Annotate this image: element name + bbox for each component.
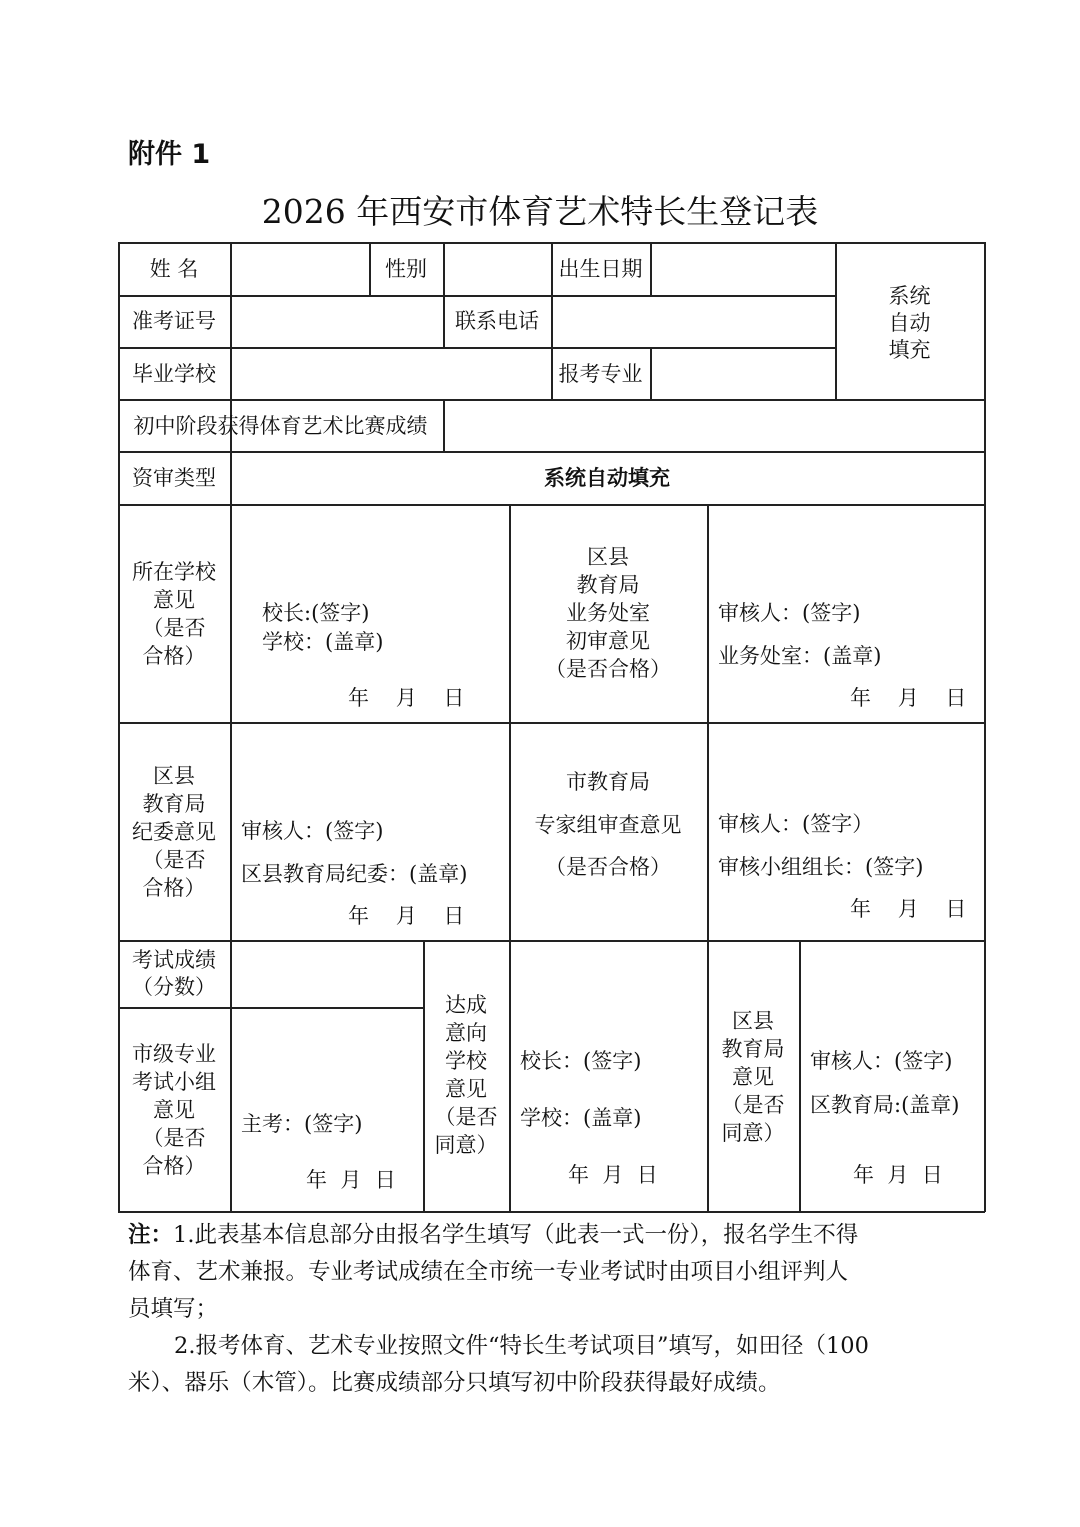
note-2-line-2: 米）、器乐（木管）。比赛成绩部分只填写初中阶段获得最好成绩。 xyxy=(128,1370,781,1396)
exam-number-field[interactable] xyxy=(230,296,443,347)
label-line: （是否合格） xyxy=(545,855,671,879)
label-line: 纪委意见 xyxy=(132,820,216,844)
name-field[interactable] xyxy=(230,243,369,295)
label-line: 意向 xyxy=(445,1021,487,1045)
label-line: 意见 xyxy=(732,1065,774,1089)
exam-number-label: 准考证号 xyxy=(132,309,216,333)
principal-signature: 校长：(签字) xyxy=(520,1049,642,1073)
label-line: 初审意见 xyxy=(566,629,650,653)
label-line: （是否 xyxy=(142,1126,206,1150)
district-bureau-seal: 区教育局:(盖章) xyxy=(810,1093,960,1117)
date-line: 年 月 日 xyxy=(348,686,465,710)
birth-date-label: 出生日期 xyxy=(558,257,643,281)
label-line: 业务处室 xyxy=(566,601,650,625)
birth-date-field[interactable] xyxy=(650,243,835,295)
major-label: 报考专业 xyxy=(558,362,643,386)
discipline-seal: 区县教育局纪委：(盖章) xyxy=(241,862,468,886)
label-line: （是否 xyxy=(721,1093,785,1117)
label-line: 市教育局 xyxy=(566,770,650,794)
note-1-line-2: 体育、艺术兼报。专业考试成绩在全市统一专业考试时由项目小组评判人 xyxy=(128,1259,849,1285)
date-line: 年 月 日 xyxy=(850,897,967,921)
label-line: 区县 xyxy=(153,764,195,788)
label-line: 区县 xyxy=(587,545,629,569)
date-line: 年 月 日 xyxy=(568,1163,658,1187)
label-line: 考试小组 xyxy=(132,1070,216,1094)
reviewer-signature: 审核人：(签字) xyxy=(718,601,861,625)
examiner-signature: 主考：(签字) xyxy=(241,1112,363,1136)
review-type-label: 资审类型 xyxy=(132,466,216,490)
gender-label: 性别 xyxy=(385,257,427,281)
note-1-line-3: 员填写； xyxy=(128,1296,219,1322)
label-line: 市级专业 xyxy=(132,1042,216,1066)
note-text: 1.此表基本信息部分由报名学生填写（此表一式一份），报名学生不得 xyxy=(173,1222,859,1248)
photo-auto-fill-line2: 自动 xyxy=(888,311,931,335)
date-line: 年 月 日 xyxy=(306,1168,396,1192)
label-line: 学校 xyxy=(445,1049,487,1073)
label-line: （是否合格） xyxy=(545,657,671,681)
label-line: 意见 xyxy=(153,588,195,612)
school-seal: 学校：(盖章) xyxy=(262,630,384,654)
label-line: （是否 xyxy=(434,1105,498,1129)
office-seal: 业务处室：(盖章) xyxy=(718,644,882,668)
attachment-label: 附件 1 xyxy=(128,139,211,170)
label-line: 同意） xyxy=(721,1121,785,1145)
label-line: 合格） xyxy=(142,644,206,668)
group-leader-signature: 审核小组组长：(签字) xyxy=(718,855,924,879)
label-line: 达成 xyxy=(445,993,487,1017)
review-type-value: 系统自动填充 xyxy=(544,466,670,490)
graduate-school-label: 毕业学校 xyxy=(132,362,216,386)
label-line: 合格） xyxy=(142,876,206,900)
label-line: 教育局 xyxy=(142,792,206,816)
name-label: 姓 名 xyxy=(149,257,199,281)
photo-auto-fill-line3: 填充 xyxy=(888,338,931,362)
label-line: （是否 xyxy=(142,616,206,640)
notes xyxy=(128,1217,968,1402)
graduate-school-field[interactable] xyxy=(230,348,551,399)
phone-field[interactable] xyxy=(551,296,835,347)
note-prefix: 注： xyxy=(128,1222,174,1248)
label-line: 专家组审查意见 xyxy=(534,813,682,837)
label-line: 区县 xyxy=(732,1009,774,1033)
major-field[interactable] xyxy=(650,348,835,399)
label-line: 所在学校 xyxy=(132,560,216,584)
label-line: 意见 xyxy=(153,1098,195,1122)
school-seal: 学校：(盖章) xyxy=(520,1106,642,1130)
competition-results-field[interactable] xyxy=(443,400,984,451)
label-line: 教育局 xyxy=(576,573,640,597)
label-line: （分数） xyxy=(132,975,216,999)
reviewer-signature: 审核人：(签字） xyxy=(718,812,874,836)
date-line: 年 月 日 xyxy=(853,1163,943,1187)
date-line: 年 月 日 xyxy=(850,686,967,710)
reviewer-signature: 审核人：(签字) xyxy=(810,1049,953,1073)
photo-auto-fill-line1: 系统 xyxy=(888,284,931,308)
phone-label: 联系电话 xyxy=(455,309,539,333)
exam-score-field[interactable] xyxy=(231,941,423,1007)
label-line: 意见 xyxy=(445,1077,487,1101)
label-line: 考试成绩 xyxy=(132,948,216,972)
note-1-line-1 xyxy=(128,1217,968,1254)
label-line: 教育局 xyxy=(721,1037,785,1061)
competition-results-label: 初中阶段获得体育艺术比赛成绩 xyxy=(133,414,428,438)
label-line: 合格） xyxy=(142,1154,206,1178)
reviewer-signature: 审核人：(签字) xyxy=(241,819,384,843)
label-line: 同意） xyxy=(434,1133,498,1157)
note-2-line-1: 2.报考体育、艺术专业按照文件“特长生考试项目”填写，如田径（100 xyxy=(174,1333,869,1359)
date-line: 年 月 日 xyxy=(348,904,465,928)
label-line: （是否 xyxy=(142,848,206,872)
form-title: 2026 年西安市体育艺术特长生登记表 xyxy=(261,192,819,231)
principal-signature: 校长:(签字) xyxy=(262,601,370,625)
gender-field[interactable] xyxy=(443,243,551,295)
